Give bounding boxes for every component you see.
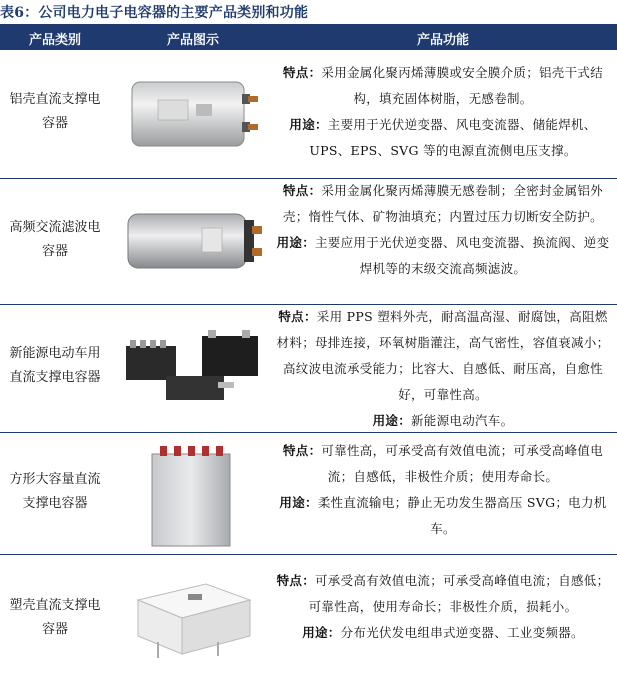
table-header — [0, 24, 617, 50]
row-category: 方形大容量直流 支撑电容器 — [9, 472, 101, 511]
use-label: 用途： — [372, 413, 411, 428]
table-row — [0, 554, 617, 674]
use-text: 主要用于光伏逆变器、风电变流器、储能焊机、UPS、EPS、SVG 等的电源直流侧电压支撑。 — [309, 117, 597, 158]
box-capacitor-image — [118, 438, 268, 550]
use-text: 分布光伏发电组串式逆变器、工业变频器。 — [340, 625, 584, 640]
table-row — [0, 50, 617, 179]
feature-label: 特点： — [278, 309, 317, 324]
row-function — [276, 568, 610, 646]
feature-text: 采用金属化聚丙烯薄膜无感卷制；全密封金属铝外壳；惰性气体、矿物油填充；内置过压力切断安全防护。 — [282, 183, 603, 224]
ev-capacitor-image — [118, 326, 268, 410]
cylinder-capacitor-image — [118, 204, 268, 278]
use-label: 用途： — [302, 625, 341, 640]
header-function: 产品功能 — [416, 33, 469, 48]
use-text: 新能源电动汽车。 — [411, 413, 514, 428]
feature-text: 采用金属化聚丙烯薄膜或安全膜介质；铝壳干式结构，填充固体树脂，无感卷制。 — [321, 65, 603, 106]
row-category: 高频交流滤波电 容器 — [9, 220, 101, 259]
plastic-capacitor-image — [118, 570, 268, 666]
table-row — [0, 178, 617, 305]
feature-text: 采用 PPS 塑料外壳，耐高温高湿、耐腐蚀，高阻燃材料；母排连接，环氧树脂灌注，高气密性，容值衰减小；高纹波电流承受能力；比容大、自感低、耐压高，自愈性好，可靠性高。 — [276, 309, 610, 402]
feature-label: 特点： — [282, 443, 322, 458]
feature-text: 可承受高有效值电流；可承受高峰值电流；自感低；可靠性高，使用寿命长；非极性介质，损耗小。 — [308, 573, 610, 614]
row-function — [276, 178, 610, 282]
feature-label: 特点： — [276, 573, 315, 588]
row-category: 新能源电动车用 直流支撑电容器 — [9, 346, 101, 385]
header-category: 产品类别 — [28, 33, 81, 48]
cylinder-capacitor-image — [118, 74, 268, 154]
feature-text: 可靠性高，可承受高有效值电流；可承受高峰值电流；自感低，非极性介质；使用寿命长。 — [321, 443, 603, 484]
table-title: 表6：公司电力电子电容器的主要产品类别和功能 — [0, 5, 309, 21]
feature-label: 特点： — [282, 183, 322, 198]
row-category: 塑壳直流支撑电 容器 — [9, 598, 101, 637]
use-label: 用途： — [276, 235, 315, 250]
use-text: 主要应用于光伏逆变器、风电变流器、换流阀、逆变焊机等的末级交流高频滤波。 — [315, 235, 610, 276]
row-category: 铝壳直流支撑电 容器 — [9, 92, 101, 131]
table-row — [0, 432, 617, 555]
row-function — [276, 304, 610, 434]
row-function — [276, 60, 610, 164]
table-row — [0, 304, 617, 433]
use-label: 用途： — [279, 495, 318, 510]
use-label: 用途： — [289, 117, 328, 132]
row-function — [276, 438, 610, 542]
use-text: 柔性直流输电；静止无功发生器高压 SVG；电力机车。 — [317, 495, 607, 536]
header-image: 产品图示 — [166, 33, 219, 48]
feature-label: 特点： — [282, 65, 322, 80]
